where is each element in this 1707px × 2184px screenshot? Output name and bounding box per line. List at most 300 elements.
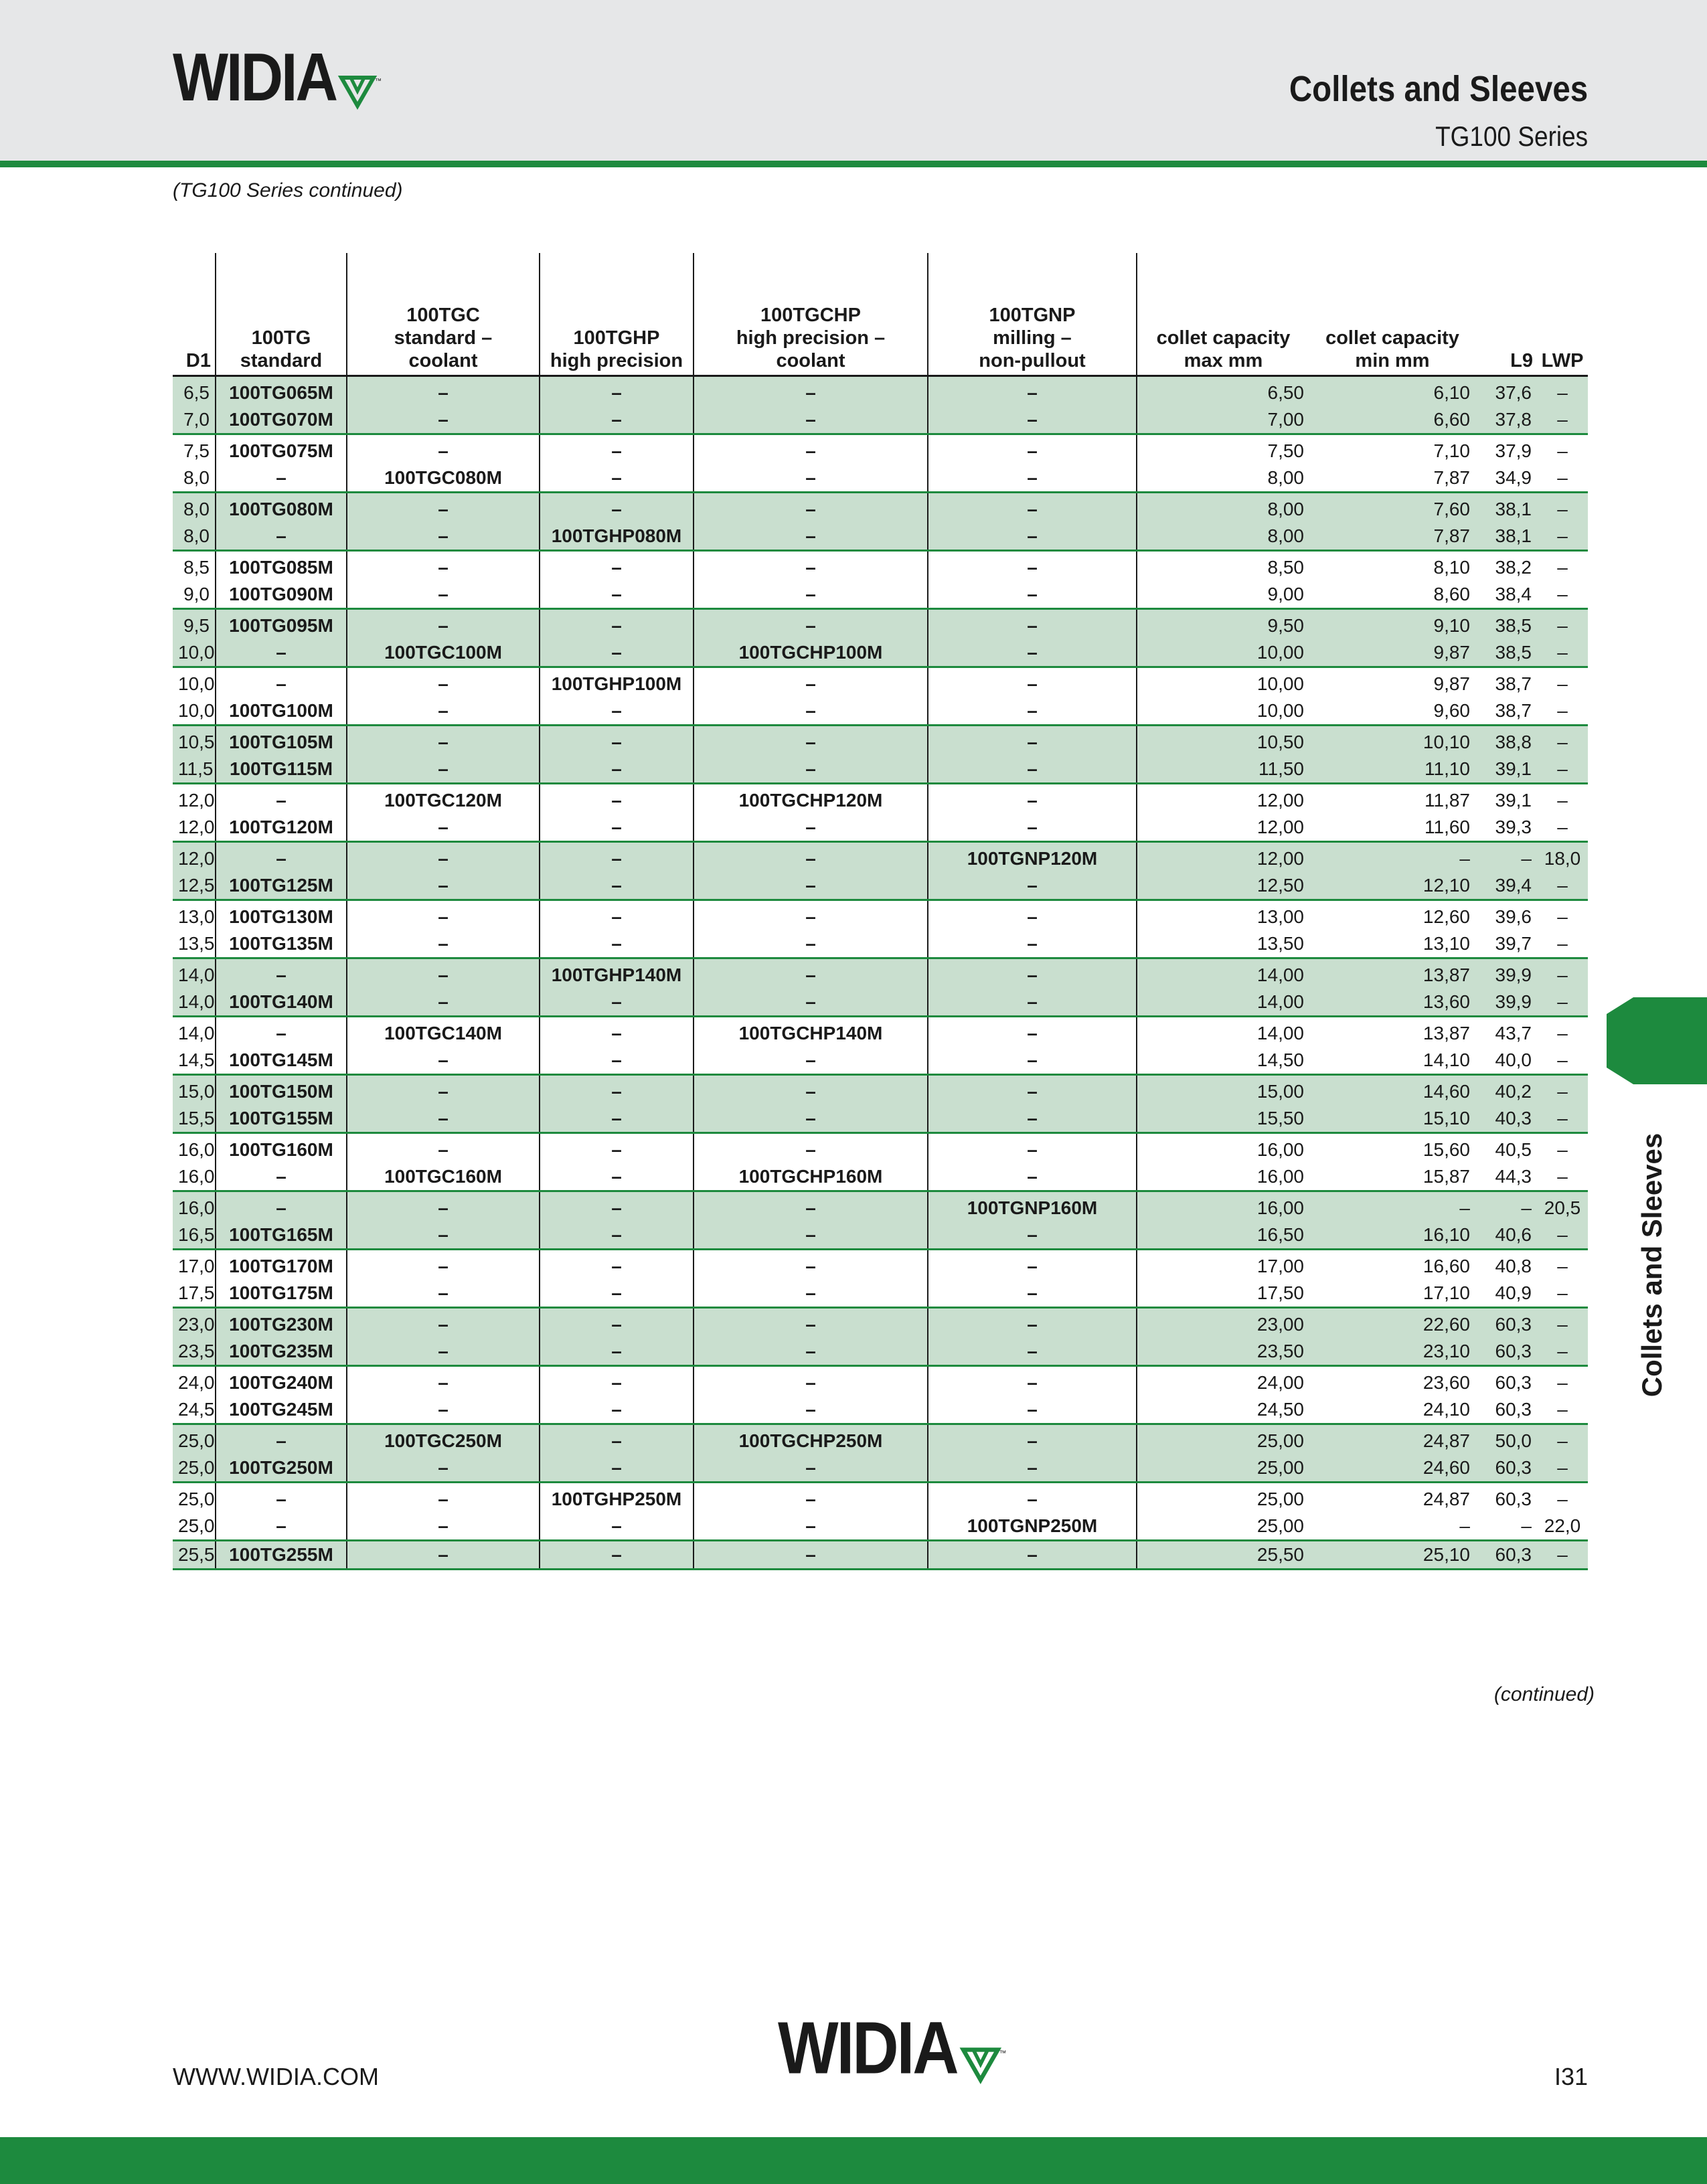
cell-tghp: – (540, 1250, 694, 1280)
cell-d1: 9,5 (173, 609, 216, 640)
cell-tghp: – (540, 842, 694, 873)
logo-wordmark: WIDIA (778, 2007, 957, 2090)
cell-tgnp: – (928, 493, 1137, 523)
cell-tg: – (216, 667, 347, 698)
cell-tgc: – (347, 551, 540, 582)
cell-tgc: – (347, 1396, 540, 1424)
cell-cap-max: 9,50 (1137, 609, 1309, 640)
cell-tg: 100TG095M (216, 609, 347, 640)
cell-cap-max: 14,00 (1137, 989, 1309, 1017)
cell-tg: – (216, 958, 347, 989)
cell-d1: 13,5 (173, 930, 216, 958)
table-row (173, 1222, 1588, 1250)
cell-tghp: – (540, 814, 694, 842)
cell-tgc: – (347, 1541, 540, 1570)
cell-l9: 38,1 (1475, 493, 1537, 523)
cell-lwp: – (1537, 1308, 1588, 1339)
cell-tgc: 100TGC120M (347, 784, 540, 815)
cell-tgchp: – (694, 609, 928, 640)
cell-tgc: – (347, 434, 540, 465)
cell-tg: 100TG075M (216, 434, 347, 465)
cell-cap-min: 25,10 (1309, 1541, 1475, 1570)
cell-tg: 100TG115M (216, 756, 347, 784)
cell-tg: – (216, 842, 347, 873)
cell-tgc: – (347, 1513, 540, 1541)
cell-tgc: – (347, 1280, 540, 1308)
cell-cap-max: 8,00 (1137, 465, 1309, 493)
cell-l9: 39,3 (1475, 814, 1537, 842)
table-body (173, 376, 1588, 1570)
cell-d1: 25,5 (173, 1541, 216, 1570)
cell-l9: 60,3 (1475, 1308, 1537, 1339)
cell-l9: 38,1 (1475, 523, 1537, 551)
cell-cap-min: 9,60 (1309, 697, 1475, 726)
cell-lwp: – (1537, 465, 1588, 493)
cell-cap-max: 9,00 (1137, 581, 1309, 609)
table-row (173, 465, 1588, 493)
cell-cap-min: 13,10 (1309, 930, 1475, 958)
cell-tghp: – (540, 639, 694, 667)
table-header-row (173, 253, 1588, 376)
cell-d1: 10,0 (173, 697, 216, 726)
cell-tgc: – (347, 930, 540, 958)
cell-tg: – (216, 1424, 347, 1455)
cell-tgnp: – (928, 1075, 1137, 1106)
cell-l9: 40,9 (1475, 1280, 1537, 1308)
cell-cap-min: 7,87 (1309, 465, 1475, 493)
cell-lwp: – (1537, 1280, 1588, 1308)
cell-lwp: – (1537, 1105, 1588, 1133)
cell-tgchp: 100TGCHP160M (694, 1163, 928, 1191)
cell-tghp: 100TGHP250M (540, 1483, 694, 1513)
cell-tgc: – (347, 609, 540, 640)
cell-tg: 100TG235M (216, 1338, 347, 1366)
cell-d1: 14,5 (173, 1047, 216, 1075)
cell-l9: 38,2 (1495, 557, 1532, 578)
cell-tgc: – (347, 1047, 540, 1075)
cell-tghp: – (540, 1338, 694, 1366)
cell-tghp: – (540, 1075, 694, 1106)
cell-tg: 100TG065M (216, 376, 347, 407)
cell-tghp: – (540, 756, 694, 784)
cell-cap-max: 7,00 (1137, 406, 1309, 434)
cell-d1: 24,0 (178, 1372, 215, 1393)
cell-tg: 100TG100M (216, 697, 347, 726)
cell-cap-max: 8,50 (1137, 551, 1309, 582)
cell-lwp: – (1537, 1541, 1588, 1570)
svg-text:™: ™ (375, 78, 382, 85)
cell-l9: 43,7 (1495, 1023, 1532, 1043)
header-100tg: 100TG standard (216, 253, 347, 376)
cell-cap-max: 24,00 (1137, 1366, 1309, 1397)
footer-bar (0, 2137, 1707, 2184)
cell-cap-min: 23,60 (1422, 1372, 1470, 1393)
cell-tg: 100TG085M (216, 551, 347, 582)
cell-tghp: – (540, 1133, 694, 1164)
cell-tg: 100TG080M (216, 493, 347, 523)
table-row (173, 1513, 1588, 1541)
cell-tg: 100TG140M (216, 989, 347, 1017)
cell-cap-min: 16,10 (1309, 1222, 1475, 1250)
table-row (173, 900, 1588, 931)
cell-cap-min: 14,60 (1309, 1075, 1475, 1106)
cell-l9: 40,2 (1475, 1075, 1537, 1106)
cell-tgchp: – (694, 842, 928, 873)
cell-tgchp: – (694, 406, 928, 434)
cell-cap-min: 9,87 (1309, 639, 1475, 667)
cell-d1: 12,0 (173, 842, 216, 873)
cell-tgc: 100TGC080M (347, 465, 540, 493)
table-row (173, 1454, 1588, 1483)
cell-tghp: – (540, 551, 694, 582)
cell-tghp: – (540, 1366, 694, 1397)
cell-l9: 60,3 (1475, 1338, 1537, 1366)
cell-tgchp: – (694, 551, 928, 582)
cell-tgc: – (347, 406, 540, 434)
cell-tghp: 100TGHP140M (540, 958, 694, 989)
cell-l9: 37,9 (1495, 440, 1532, 461)
cell-lwp: – (1537, 814, 1588, 842)
cell-tghp: – (540, 1454, 694, 1483)
cell-tghp: – (540, 1191, 694, 1222)
header-100tgnp: 100TGNP milling – non-pullout (928, 253, 1137, 376)
cell-tgchp: – (694, 1308, 928, 1339)
cell-tghp: – (540, 1047, 694, 1075)
cell-tghp: – (540, 930, 694, 958)
table-row (173, 1105, 1588, 1133)
table-row (173, 872, 1588, 900)
cell-lwp: – (1537, 1338, 1588, 1366)
cell-tghp: – (540, 726, 694, 756)
cell-lwp: – (1537, 1163, 1588, 1191)
cell-tgnp: 100TGNP120M (928, 842, 1137, 873)
cell-tghp: – (540, 989, 694, 1017)
cell-tgc: 100TGC160M (347, 1163, 540, 1191)
table-row (173, 1191, 1588, 1222)
cell-tgchp: – (694, 1396, 928, 1424)
cell-tghp: 100TGHP100M (540, 667, 694, 698)
cell-lwp: – (1537, 609, 1588, 640)
cell-tgc: – (347, 814, 540, 842)
cell-tgchp: – (694, 1483, 928, 1513)
cell-cap-min: 11,87 (1425, 790, 1470, 811)
cell-d1: 16,0 (173, 1163, 216, 1191)
cell-l9: 60,3 (1475, 1541, 1537, 1570)
cell-tghp: – (540, 581, 694, 609)
cell-l9: 50,0 (1475, 1424, 1537, 1455)
page-subtitle: TG100 Series (1435, 120, 1588, 152)
cell-tgchp: – (694, 697, 928, 726)
cell-tghp: – (540, 1017, 694, 1047)
cell-lwp: – (1537, 958, 1588, 989)
cell-tgc: – (347, 1483, 540, 1513)
cell-tgnp: – (928, 1338, 1137, 1366)
cell-l9: 39,1 (1475, 756, 1537, 784)
cell-tgchp: – (694, 1222, 928, 1250)
cell-d1: 25,0 (173, 1513, 216, 1541)
cell-l9: 38,8 (1475, 726, 1537, 756)
table-row (173, 434, 1588, 465)
cell-tgchp: – (694, 989, 928, 1017)
cell-tgnp: – (928, 1133, 1137, 1164)
cell-tg: – (216, 1513, 347, 1541)
table-row (173, 1047, 1588, 1075)
cell-tgc: – (347, 493, 540, 523)
cell-tgnp: – (928, 756, 1137, 784)
cell-d1: 13,0 (178, 906, 215, 927)
cell-d1: 12,5 (173, 872, 216, 900)
cell-tg: – (216, 1191, 347, 1222)
table-row (173, 1338, 1588, 1366)
cell-l9: 37,6 (1475, 376, 1537, 407)
cell-tgc: – (347, 1222, 540, 1250)
cell-cap-min: 13,87 (1422, 1023, 1470, 1043)
cell-cap-min: 24,60 (1309, 1454, 1475, 1483)
cell-tgchp: 100TGCHP250M (694, 1424, 928, 1455)
cell-cap-min: 9,10 (1309, 609, 1475, 640)
header-lwp: LWP (1537, 253, 1588, 376)
cell-tghp: – (540, 1513, 694, 1541)
cell-tgchp: – (694, 493, 928, 523)
cell-tgnp: – (928, 1424, 1137, 1455)
cell-l9: 38,7 (1495, 673, 1532, 694)
cell-tg: – (216, 784, 347, 815)
cell-l9: 39,7 (1475, 930, 1537, 958)
cell-cap-min: 13,60 (1309, 989, 1475, 1017)
cell-cap-max: 25,50 (1137, 1541, 1309, 1570)
cell-tgnp: – (928, 1366, 1137, 1397)
logo-wordmark: WIDIA (173, 38, 337, 115)
cell-tgchp: – (694, 872, 928, 900)
cell-lwp: – (1557, 1489, 1568, 1509)
cell-l9: – (1475, 1513, 1537, 1541)
cell-l9: 39,6 (1495, 906, 1532, 927)
cell-tghp: 100TGHP080M (540, 523, 694, 551)
header-100tghp: 100TGHP high precision (540, 253, 694, 376)
cell-l9: 38,5 (1475, 609, 1537, 640)
table-row (173, 842, 1588, 873)
table-row (173, 581, 1588, 609)
cell-cap-min: 8,10 (1433, 557, 1470, 578)
cell-l9: 40,0 (1475, 1047, 1537, 1075)
cell-lwp: 18,0 (1537, 842, 1588, 873)
cell-lwp: 22,0 (1537, 1513, 1588, 1541)
cell-tgc: – (347, 1133, 540, 1164)
cell-d1: 8,5 (183, 557, 210, 578)
cell-tgnp: – (928, 465, 1137, 493)
cell-lwp: – (1537, 1454, 1588, 1483)
cell-d1: 25,0 (173, 1454, 216, 1483)
section-tab-label: Collets and Sleeves (1636, 1132, 1668, 1398)
cell-tg: 100TG125M (216, 872, 347, 900)
cell-cap-max: 8,00 (1137, 523, 1309, 551)
cell-lwp: – (1557, 1139, 1568, 1160)
widia-footer-logo (778, 2007, 1006, 2090)
table-row (173, 1366, 1588, 1397)
cell-tg: 100TG175M (216, 1280, 347, 1308)
cell-tg: 100TG165M (216, 1222, 347, 1250)
cell-tgc: – (347, 1338, 540, 1366)
page-number: I31 (1554, 2063, 1588, 2090)
cell-tgchp: – (694, 930, 928, 958)
cell-cap-min: 24,87 (1309, 1424, 1475, 1455)
cell-tgchp: – (694, 1133, 928, 1164)
cell-l9: – (1475, 842, 1537, 873)
cell-cap-min: 7,10 (1433, 440, 1470, 461)
cell-d1: 16,5 (173, 1222, 216, 1250)
cell-tgc: – (347, 697, 540, 726)
cell-tgchp: – (694, 756, 928, 784)
table-row (173, 1308, 1588, 1339)
cell-tg: 100TG160M (216, 1133, 347, 1164)
cell-l9: 60,3 (1475, 1396, 1537, 1424)
cell-l9: 38,5 (1475, 639, 1537, 667)
cell-cap-max: 12,00 (1137, 814, 1309, 842)
cell-tgnp: – (928, 1047, 1137, 1075)
cell-cap-max: 6,50 (1137, 376, 1309, 407)
cell-cap-max: 16,50 (1137, 1222, 1309, 1250)
cell-lwp: – (1557, 557, 1568, 578)
cell-tgnp: – (928, 551, 1137, 582)
cell-lwp: – (1537, 930, 1588, 958)
cell-tgc: – (347, 842, 540, 873)
cell-tg: 100TG070M (216, 406, 347, 434)
cell-cap-max: 24,50 (1137, 1396, 1309, 1424)
cell-tghp: – (540, 406, 694, 434)
cell-tgchp: – (694, 1105, 928, 1133)
cell-d1: 17,5 (173, 1280, 216, 1308)
cell-tgc: – (347, 1308, 540, 1339)
cell-tgc: – (347, 726, 540, 756)
cell-d1: 23,5 (173, 1338, 216, 1366)
cell-tgnp: – (928, 1454, 1137, 1483)
cell-tgchp: – (694, 900, 928, 931)
cell-cap-min: 14,10 (1309, 1047, 1475, 1075)
cell-l9: 40,3 (1475, 1105, 1537, 1133)
cell-tg: 100TG245M (216, 1396, 347, 1424)
cell-l9: 60,3 (1475, 1454, 1537, 1483)
cell-cap-max: 25,00 (1137, 1513, 1309, 1541)
cell-d1: 8,0 (173, 523, 216, 551)
cell-l9: 39,1 (1495, 790, 1532, 811)
continued-note: (TG100 Series continued) (173, 179, 403, 201)
cell-tghp: – (540, 1280, 694, 1308)
cell-d1: 25,0 (178, 1489, 215, 1509)
page-title: Collets and Sleeves (1289, 69, 1588, 109)
cell-tghp: – (540, 1308, 694, 1339)
cell-tg: – (216, 523, 347, 551)
cell-cap-max: 17,50 (1137, 1280, 1309, 1308)
cell-tghp: – (540, 1424, 694, 1455)
cell-cap-max: 13,00 (1137, 900, 1309, 931)
cell-tgnp: – (928, 1250, 1137, 1280)
cell-tgchp: – (694, 465, 928, 493)
cell-tgnp: – (928, 667, 1137, 698)
cell-tg: 100TG170M (216, 1250, 347, 1280)
cell-tgchp: – (694, 1513, 928, 1541)
section-tab-shape (1607, 997, 1707, 1084)
cell-cap-min: 11,60 (1309, 814, 1475, 842)
cell-lwp: 20,5 (1537, 1191, 1588, 1222)
cell-lwp: – (1537, 581, 1588, 609)
cell-d1: 16,0 (178, 1139, 215, 1160)
cell-cap-max: 13,50 (1137, 930, 1309, 958)
cell-d1: 24,5 (173, 1396, 216, 1424)
cell-cap-max: 14,50 (1137, 1047, 1309, 1075)
cell-cap-min: – (1309, 842, 1475, 873)
cell-d1: 12,0 (173, 814, 216, 842)
cell-tghp: – (540, 1222, 694, 1250)
cell-lwp: – (1537, 1075, 1588, 1106)
cell-tg: 100TG145M (216, 1047, 347, 1075)
cell-tgchp: – (694, 1250, 928, 1280)
cell-cap-max: 10,00 (1137, 667, 1309, 698)
cell-lwp: – (1557, 906, 1568, 927)
cell-d1: 15,5 (173, 1105, 216, 1133)
cell-tgchp: – (694, 1454, 928, 1483)
cell-l9: 38,4 (1475, 581, 1537, 609)
cell-tgc: – (347, 1075, 540, 1106)
header-100tgc: 100TGC standard – coolant (347, 253, 540, 376)
cell-lwp: – (1537, 639, 1588, 667)
cell-l9: 34,9 (1475, 465, 1537, 493)
table-row (173, 1424, 1588, 1455)
cell-d1: 11,5 (173, 756, 216, 784)
cell-tghp: – (540, 609, 694, 640)
cell-d1: 14,0 (173, 958, 216, 989)
table-row (173, 1163, 1588, 1191)
cell-lwp: – (1537, 1222, 1588, 1250)
cell-tg: – (216, 1163, 347, 1191)
cell-tghp: – (540, 376, 694, 407)
cell-cap-max: 14,00 (1137, 958, 1309, 989)
cell-d1: 6,5 (173, 376, 216, 407)
cell-cap-min: 9,87 (1433, 673, 1470, 694)
cell-cap-min: 8,60 (1309, 581, 1475, 609)
cell-cap-max: 10,00 (1137, 697, 1309, 726)
cell-cap-max: 12,50 (1137, 872, 1309, 900)
table-row (173, 376, 1588, 407)
table-row (173, 667, 1588, 698)
table-row (173, 958, 1588, 989)
cell-lwp: – (1537, 1424, 1588, 1455)
cell-tg: – (216, 465, 347, 493)
cell-lwp: – (1537, 376, 1588, 407)
cell-tgc: – (347, 1454, 540, 1483)
widia-triangle-icon (339, 74, 380, 111)
cell-l9: 60,3 (1495, 1372, 1532, 1393)
cell-tgnp: – (928, 1541, 1137, 1570)
table-row (173, 784, 1588, 815)
cell-tgnp: – (928, 726, 1137, 756)
cell-tgnp: – (928, 1308, 1137, 1339)
cell-l9: 60,3 (1495, 1489, 1532, 1509)
page-header (0, 0, 1707, 167)
cell-tgnp: – (928, 872, 1137, 900)
cell-tg: – (216, 639, 347, 667)
cell-tgchp: – (694, 1366, 928, 1397)
cell-lwp: – (1557, 673, 1568, 694)
cell-tgnp: – (928, 1017, 1137, 1047)
header-l9: L9 (1475, 253, 1537, 376)
cell-tgnp: – (928, 1222, 1137, 1250)
cell-tgc: 100TGC100M (347, 639, 540, 667)
cell-lwp: – (1537, 1396, 1588, 1424)
cell-cap-min: 10,10 (1309, 726, 1475, 756)
cell-cap-max: 23,00 (1137, 1308, 1309, 1339)
cell-tgchp: – (694, 1541, 928, 1570)
cell-tgc: – (347, 1105, 540, 1133)
